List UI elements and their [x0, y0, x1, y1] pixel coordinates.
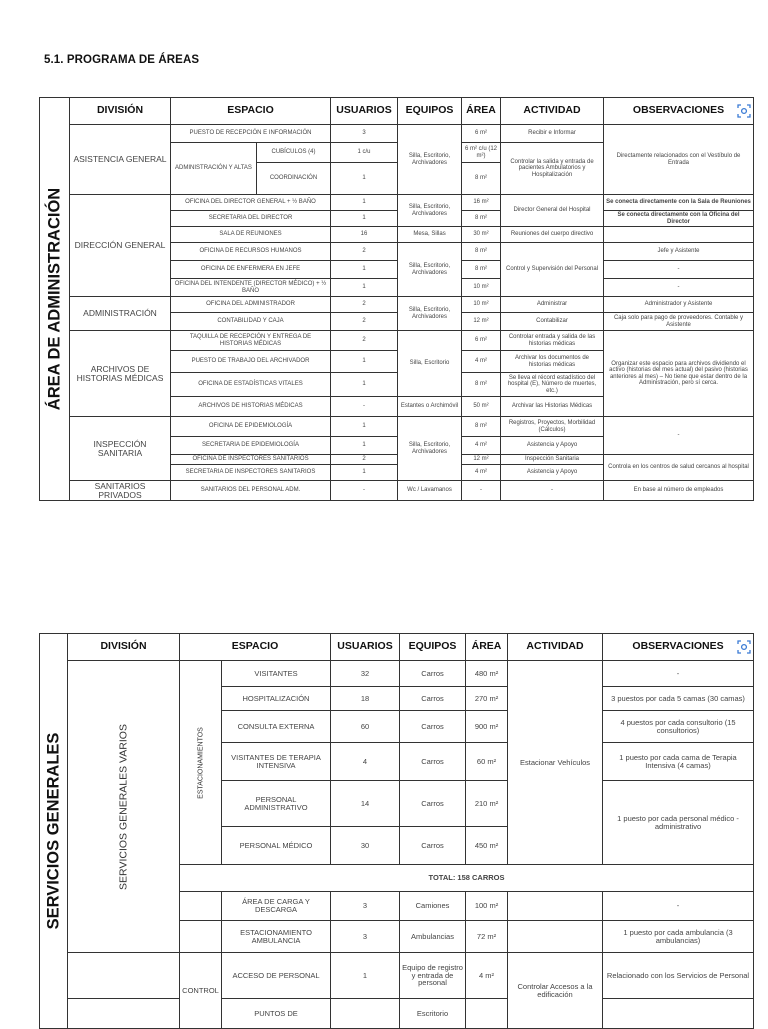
- espacio-cell: CONTABILIDAD Y CAJA: [171, 313, 331, 331]
- area-cell: 8 m²: [462, 211, 501, 227]
- equipos-cell: Carros: [400, 687, 466, 711]
- header-area: ÁREA: [466, 634, 508, 661]
- usuarios-cell: 1: [331, 437, 398, 455]
- actividad-cell: Contabilizar: [501, 313, 604, 331]
- observaciones-cell: Directamente relacionados con el Vestíbulo de Entrada: [604, 125, 754, 195]
- observaciones-cell: Se conecta directamente con la Oficina del Director: [604, 211, 754, 227]
- division-empty-cell: [68, 953, 180, 999]
- area-cell: 10 m²: [462, 279, 501, 297]
- actividad-cell: Registros, Proyectos, Morbilidad (Cálculos): [501, 417, 604, 437]
- table-row: [40, 125, 754, 143]
- equipos-cell: Silla, Escritorio, Archivadores: [398, 417, 462, 481]
- usuarios-cell: 14: [331, 781, 400, 827]
- table-row: [40, 417, 754, 437]
- espacio-empty-cell: [180, 921, 222, 953]
- equipos-cell: Carros: [400, 827, 466, 865]
- header-usuarios: USUARIOS: [331, 98, 398, 125]
- equipos-cell: Estantes o Archimóvil: [398, 397, 462, 417]
- header-observaciones: OBSERVACIONES: [604, 98, 754, 125]
- actividad-cell: Asistencia y Apoyo: [501, 465, 604, 481]
- espacio-cell: PERSONAL MÉDICO: [222, 827, 331, 865]
- usuarios-cell: 3: [331, 125, 398, 143]
- estacionamientos-label: ESTACIONAMIENTOS: [196, 726, 204, 799]
- equipos-cell: Silla, Escritorio: [398, 331, 462, 397]
- usuarios-cell: 30: [331, 827, 400, 865]
- actividad-cell: Estacionar Vehículos: [508, 661, 603, 865]
- equipos-cell: Silla, Escritorio, Archivadores: [398, 297, 462, 331]
- usuarios-cell: 2: [331, 455, 398, 465]
- usuarios-cell: 1: [331, 417, 398, 437]
- espacio-cell: ÁREA DE CARGA Y DESCARGA: [222, 892, 331, 921]
- area-cell: 8 m²: [462, 261, 501, 279]
- equipos-cell: Mesa, Sillas: [398, 227, 462, 243]
- observaciones-cell: 1 puesto por cada ambulancia (3 ambulancias): [603, 921, 754, 953]
- area-cell: -: [462, 481, 501, 501]
- usuarios-cell: 4: [331, 743, 400, 781]
- usuarios-cell: 2: [331, 331, 398, 351]
- area-cell: 72 m²: [466, 921, 508, 953]
- area-cell: 50 m²: [462, 397, 501, 417]
- equipos-cell: Wc / Lavamanos: [398, 481, 462, 501]
- table-header-row: [40, 98, 754, 125]
- header-usuarios: USUARIOS: [331, 634, 400, 661]
- usuarios-cell: 2: [331, 297, 398, 313]
- usuarios-cell: 1: [331, 351, 398, 373]
- area-cell: 60 m²: [466, 743, 508, 781]
- lens-icon[interactable]: [737, 104, 751, 118]
- equipos-cell: Carros: [400, 781, 466, 827]
- area-cell: 10 m²: [462, 297, 501, 313]
- division-cell: ARCHIVOS DE HISTORIAS MÉDICAS: [70, 331, 171, 417]
- espacio-cell: OFICINA DE ESTADÍSTICAS VITALES: [171, 373, 331, 397]
- usuarios-cell: 1: [331, 195, 398, 211]
- usuarios-cell: 3: [331, 921, 400, 953]
- espacio-cell: SECRETARIA DE EPIDEMIOLOGÍA: [171, 437, 331, 455]
- section-title: 5.1. PROGRAMA DE ÁREAS: [44, 54, 200, 66]
- observaciones-cell: -: [603, 661, 754, 687]
- area-cell: 12 m²: [462, 313, 501, 331]
- header-actividad: ACTIVIDAD: [508, 634, 603, 661]
- espacio-cell: PERSONAL ADMINISTRATIVO: [222, 781, 331, 827]
- observaciones-cell: Jefe y Asistente: [604, 243, 754, 261]
- usuarios-cell: 2: [331, 243, 398, 261]
- espacio-cell: CONSULTA EXTERNA: [222, 711, 331, 743]
- actividad-cell: [508, 921, 603, 953]
- actividad-cell: Controlar entrada y salida de las historias médicas: [501, 331, 604, 351]
- observaciones-cell: Relacionado con los Servicios de Personal: [603, 953, 754, 999]
- espacio-cell: ACCESO DE PERSONAL: [222, 953, 331, 999]
- espacio-cell: PUESTO DE RECEPCIÓN E INFORMACIÓN: [171, 125, 331, 143]
- espacio-cell: PUESTO DE TRABAJO DEL ARCHIVADOR: [171, 351, 331, 373]
- actividad-cell: Archivar las Historias Médicas: [501, 397, 604, 417]
- table-row: [40, 661, 754, 687]
- observaciones-cell: 1 puesto por cada personal médico - administrativo: [603, 781, 754, 865]
- header-equipos: EQUIPOS: [400, 634, 466, 661]
- actividad-cell: Controlar la salida y entrada de pacientes Ambulatorios y Hospitalización: [501, 143, 604, 195]
- espacio-cell: HOSPITALIZACIÓN: [222, 687, 331, 711]
- usuarios-cell: 16: [331, 227, 398, 243]
- area-cell: 30 m²: [462, 227, 501, 243]
- area-cell: 210 m²: [466, 781, 508, 827]
- espacio-cell: SECRETARIA DE INSPECTORES SANITARIOS: [171, 465, 331, 481]
- usuarios-cell: 2: [331, 313, 398, 331]
- observaciones-cell: Se conecta directamente con la Sala de Reuniones: [604, 195, 754, 211]
- actividad-cell: Reuniones del cuerpo directivo: [501, 227, 604, 243]
- actividad-cell: Archivar los documentos de historias médicas: [501, 351, 604, 373]
- usuarios-cell: -: [331, 397, 398, 417]
- usuarios-cell: 1: [331, 953, 400, 999]
- equipos-cell: Silla, Escritorio, Archivadores: [398, 195, 462, 227]
- espacio-cell: SECRETARIA DEL DIRECTOR: [171, 211, 331, 227]
- espacio-cell: VISITANTES DE TERAPIA INTENSIVA: [222, 743, 331, 781]
- equipos-cell: Silla, Escritorio, Archivadores: [398, 243, 462, 297]
- division-label: SERVICIOS GENERALES VARIOS: [116, 723, 129, 890]
- espacio-cell: OFICINA DE INSPECTORES SANITARIOS: [171, 455, 331, 465]
- area-cell: 6 m² c/u (12 m²): [462, 143, 501, 163]
- lens-icon[interactable]: [737, 640, 751, 654]
- espacio-cell: ESTACIONAMIENTO AMBULANCIA: [222, 921, 331, 953]
- header-division: DIVISIÓN: [68, 634, 180, 661]
- equipos-cell: Carros: [400, 743, 466, 781]
- usuarios-cell: 1: [331, 211, 398, 227]
- area-cell: 100 m²: [466, 892, 508, 921]
- observaciones-cell: [604, 227, 754, 243]
- espacio-cell: OFICINA DEL DIRECTOR GENERAL + ½ BAÑO: [171, 195, 331, 211]
- observaciones-cell: -: [604, 261, 754, 279]
- table-header-row: [40, 634, 754, 661]
- equipos-cell: Escritorio: [400, 999, 466, 1029]
- sub-espacio-cell: COORDINACIÓN: [257, 163, 331, 195]
- usuarios-cell: 32: [331, 661, 400, 687]
- division-cell: [68, 661, 180, 953]
- observaciones-cell: -: [603, 892, 754, 921]
- table-row: [40, 195, 754, 211]
- area-label-cell: [40, 634, 68, 1029]
- usuarios-cell: 3: [331, 892, 400, 921]
- estacionamientos-cell: [180, 661, 222, 865]
- header-area: ÁREA: [462, 98, 501, 125]
- actividad-cell: Inspección Sanitaria: [501, 455, 604, 465]
- table-row: [40, 481, 754, 501]
- area-cell: 4 m²: [466, 953, 508, 999]
- usuarios-cell: [331, 999, 400, 1029]
- equipos-cell: Silla, Escritorio, Archivadores: [398, 125, 462, 195]
- table-row: [40, 953, 754, 999]
- observaciones-cell: Administrador y Asistente: [604, 297, 754, 313]
- observaciones-cell: -: [604, 417, 754, 455]
- actividad-cell: Administrar: [501, 297, 604, 313]
- espacio-empty-cell: [180, 892, 222, 921]
- espacio-cell: OFICINA DEL INTENDENTE (DIRECTOR MÉDICO) + ½ BAÑO: [171, 279, 331, 297]
- area-label: ÁREA DE ADMINISTRACIÓN: [44, 187, 63, 411]
- usuarios-cell: 1: [331, 465, 398, 481]
- actividad-cell: Control y Supervisión del Personal: [501, 243, 604, 297]
- area-cell: 8 m²: [462, 373, 501, 397]
- area-cell: 8 m²: [462, 163, 501, 195]
- area-cell: 16 m²: [462, 195, 501, 211]
- header-equipos: EQUIPOS: [398, 98, 462, 125]
- area-cell: 8 m²: [462, 243, 501, 261]
- sub-espacio-cell: CUBÍCULOS (4): [257, 143, 331, 163]
- header-observaciones: OBSERVACIONES: [603, 634, 754, 661]
- header-division: DIVISIÓN: [70, 98, 171, 125]
- area-cell: 8 m²: [462, 417, 501, 437]
- area-cell: 6 m²: [462, 331, 501, 351]
- division-cell: DIRECCIÓN GENERAL: [70, 195, 171, 297]
- usuarios-cell: 1: [331, 373, 398, 397]
- division-empty-cell: [68, 999, 180, 1029]
- area-cell: 4 m²: [462, 437, 501, 455]
- usuarios-cell: -: [331, 481, 398, 501]
- observaciones-cell: 3 puestos por cada 5 camas (30 camas): [603, 687, 754, 711]
- control-cell: CONTROL: [180, 953, 222, 1029]
- espacio-cell: TAQUILLA DE RECEPCIÓN Y ENTREGA DE HISTORIAS MÉDICAS: [171, 331, 331, 351]
- espacio-cell: PUNTOS DE: [222, 999, 331, 1029]
- actividad-cell: Controlar Accesos a la edificación: [508, 953, 603, 1029]
- usuarios-cell: 1: [331, 279, 398, 297]
- table-row: [40, 297, 754, 313]
- area-cell: 12 m²: [462, 455, 501, 465]
- usuarios-cell: 60: [331, 711, 400, 743]
- header-espacio: ESPACIO: [171, 98, 331, 125]
- espacio-cell: OFICINA DEL ADMINISTRADOR: [171, 297, 331, 313]
- observaciones-cell: 1 puesto por cada cama de Terapia Intensiva (4 camas): [603, 743, 754, 781]
- total-cars: TOTAL: 158 CARROS: [180, 865, 754, 892]
- usuarios-cell: 1: [331, 163, 398, 195]
- division-cell: INSPECCIÓN SANITARIA: [70, 417, 171, 481]
- actividad-cell: -: [501, 481, 604, 501]
- equipos-cell: Carros: [400, 661, 466, 687]
- area-label: SERVICIOS GENERALES: [43, 732, 62, 930]
- area-cell: 4 m²: [462, 465, 501, 481]
- area-cell: 6 m²: [462, 125, 501, 143]
- actividad-cell: Recibir e Informar: [501, 125, 604, 143]
- division-cell: ADMINISTRACIÓN: [70, 297, 171, 331]
- espacio-cell: ADMINISTRACIÓN Y ALTAS: [171, 143, 257, 195]
- actividad-cell: Director General del Hospital: [501, 195, 604, 227]
- area-cell: 900 m²: [466, 711, 508, 743]
- equipos-cell: Ambulancias: [400, 921, 466, 953]
- equipos-cell: Carros: [400, 711, 466, 743]
- observaciones-cell: Organizar este espacio para archivos dividiendo el activo (historias del mes actual) del pasivo (historias anteriores al mes) – No tiene que estar dentro de la Administración, pero sí cerca.: [604, 331, 754, 417]
- espacio-cell: SALA DE REUNIONES: [171, 227, 331, 243]
- espacio-cell: OFICINA DE EPIDEMIOLOGÍA: [171, 417, 331, 437]
- usuarios-cell: 1: [331, 261, 398, 279]
- actividad-cell: [508, 892, 603, 921]
- equipos-cell: Equipo de registro y entrada de personal: [400, 953, 466, 999]
- usuarios-cell: 18: [331, 687, 400, 711]
- division-cell: SANITARIOS PRIVADOS: [70, 481, 171, 501]
- espacio-cell: VISITANTES: [222, 661, 331, 687]
- table-row: [40, 999, 754, 1029]
- espacio-cell: OFICINA DE ENFERMERA EN JEFE: [171, 261, 331, 279]
- division-cell: ASISTENCIA GENERAL: [70, 125, 171, 195]
- admin-program-table: [39, 97, 754, 501]
- table-row: [40, 331, 754, 351]
- area-cell: [466, 999, 508, 1029]
- observaciones-cell: [603, 999, 754, 1029]
- header-actividad: ACTIVIDAD: [501, 98, 604, 125]
- observaciones-cell: Controla en los centros de salud cercanos al hospital: [604, 455, 754, 481]
- usuarios-cell: 1 c/u: [331, 143, 398, 163]
- area-cell: 480 m²: [466, 661, 508, 687]
- header-espacio: ESPACIO: [180, 634, 331, 661]
- espacio-cell: ARCHIVOS DE HISTORIAS MÉDICAS: [171, 397, 331, 417]
- equipos-cell: Camiones: [400, 892, 466, 921]
- observaciones-cell: 4 puestos por cada consultorio (15 consultorios): [603, 711, 754, 743]
- area-cell: 4 m²: [462, 351, 501, 373]
- area-label-cell: [40, 98, 70, 501]
- observaciones-cell: Caja solo para pago de proveedores. Contable y Asistente: [604, 313, 754, 331]
- espacio-cell: OFICINA DE RECURSOS HUMANOS: [171, 243, 331, 261]
- observaciones-cell: En base al número de empleados: [604, 481, 754, 501]
- area-cell: 270 m²: [466, 687, 508, 711]
- actividad-cell: Asistencia y Apoyo: [501, 437, 604, 455]
- area-cell: 450 m²: [466, 827, 508, 865]
- observaciones-cell: -: [604, 279, 754, 297]
- servicios-program-table: [39, 633, 754, 1029]
- actividad-cell: Se lleva el récord estadístico del hospital (E), Número de muertes, etc.): [501, 373, 604, 397]
- espacio-cell: SANITARIOS DEL PERSONAL ADM.: [171, 481, 331, 501]
